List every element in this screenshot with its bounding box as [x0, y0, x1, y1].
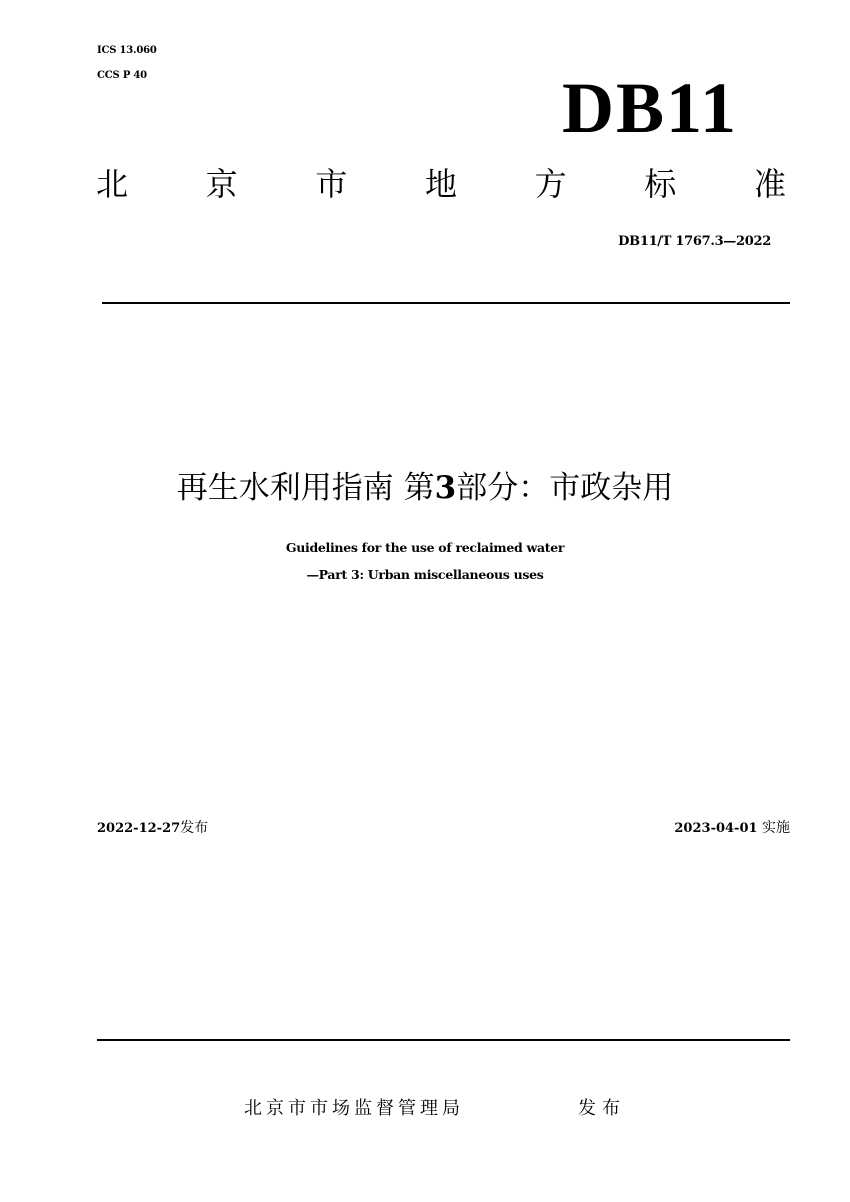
chinese-title [0, 468, 850, 508]
english-title-line-1: Guidelines for the use of reclaimed water [285, 540, 565, 555]
title-prefix: 再生水利用指南 第 [176, 470, 435, 506]
local-standard-char: 市 [315, 165, 348, 203]
local-standard-char: 准 [753, 165, 786, 203]
implementation-date-value: 2023-04-01 [674, 821, 758, 836]
db11-logo: DB11 [561, 68, 738, 148]
standard-code: DB11/T 1767.3—2022 [618, 234, 771, 249]
local-standard-heading [96, 164, 786, 204]
release-label: 发布 [180, 820, 209, 836]
issuer-action: 发布 [578, 1098, 626, 1119]
ics-code: ICS 13.060 [97, 45, 157, 56]
release-date [97, 818, 208, 839]
local-standard-char: 标 [644, 165, 677, 203]
english-title-line-2: —Part 3: Urban miscellaneous uses [306, 567, 544, 582]
title-suffix: 部分：市政杂用 [456, 470, 674, 506]
bottom-divider [97, 1039, 790, 1041]
implementation-date [674, 818, 790, 839]
implementation-label: 实施 [762, 820, 790, 836]
release-date-value: 2022-12-27 [97, 821, 181, 836]
local-standard-char: 方 [534, 165, 567, 203]
local-standard-char: 京 [205, 165, 238, 203]
title-part-number: 3 [434, 470, 457, 506]
ccs-code: CCS P 40 [97, 70, 147, 81]
issuing-authority: 北京市市场监督管理局 [244, 1098, 464, 1119]
local-standard-char: 地 [424, 165, 457, 203]
local-standard-char: 北 [96, 165, 129, 203]
top-divider [102, 302, 790, 304]
